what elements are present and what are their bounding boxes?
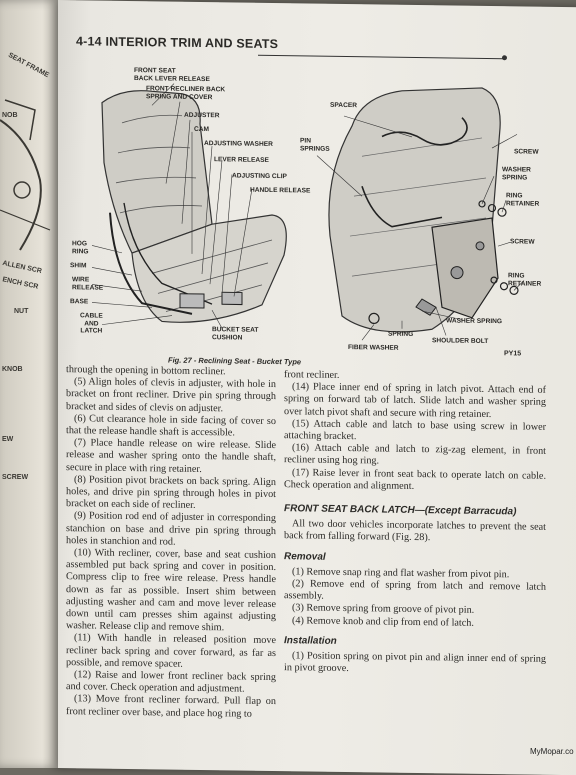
paragraph: (4) Remove knob and clip from end of latch. (292, 614, 474, 629)
label-spring: SPRING (388, 330, 414, 338)
header-rule (258, 55, 504, 59)
label-hog-ring: HOG RING (72, 240, 89, 255)
figure-reclining-seat (62, 62, 542, 359)
paragraph: (3) Remove spring from groove of pivot pin. (292, 602, 475, 617)
label-lever-release: LEVER RELEASE (214, 156, 269, 164)
label-adjusting-washer: ADJUSTING WASHER (204, 140, 273, 149)
figure-caption: Fig. 27 - Reclining Seat - Bucket Type (168, 355, 302, 367)
label-cam: CAM (194, 125, 210, 134)
page-header: 4-14 INTERIOR TRIM AND SEATS (76, 34, 279, 52)
label-fiber-washer: FIBER WASHER (348, 344, 399, 352)
fragment-ew: EW (2, 436, 14, 443)
manual-page (58, 0, 576, 775)
paragraph: (10) With recliner, cover, base and seat cushion assembled put back spring and cover in position. Compress clip to free wire release. Press handle down as far as possible. Insert shim between adjusting washer and cam and move lever release down until cam presses shim against adjusting washer. Release clip and remove shim. (66, 547, 276, 634)
subheading-installation: Installation (284, 635, 337, 647)
paragraph: (13) Move front recliner forward. Pull flap on front recliner over base, and place hog ring to (66, 693, 276, 720)
fragment-knob: NOB (2, 112, 18, 119)
paragraph: (14) Place inner end of spring in latch pivot. Attach end of spring on forward tab of latch. Slide latch and washer spring over latch pivot shaft and secure with ring retainer. (284, 381, 546, 420)
left-text-column (66, 364, 276, 721)
paragraph: (11) With handle in released position move recliner back spring and cover forward, as far as possible, and remove spacer. (66, 632, 276, 670)
paragraph: (16) Attach cable and latch to zig-zag element, in front recliner using hog ring. (284, 442, 546, 467)
fragment-screw: SCREW (2, 474, 29, 481)
paragraph: (7) Place handle release on wire release. Slide release and washer spring onto the handle shaft, secure in place with ring retainer. (66, 437, 276, 475)
label-bucket-seat-cushion: BUCKET SEAT CUSHION (212, 326, 259, 342)
subheading-removal: Removal (284, 550, 326, 563)
header-bullet (502, 55, 507, 60)
fragment-allen-screw: ALLEN SCR (1, 259, 43, 276)
fragment-nut: NUT (14, 308, 29, 315)
label-spacer: SPACER (330, 101, 357, 110)
paragraph: (1) Position spring on pivot pin and align inner end of spring in pivot groove. (284, 650, 546, 675)
paragraph: All two door vehicles incorporate latches to prevent the seat back from falling forward (Fig. 28). (284, 518, 546, 544)
paragraph: (8) Position pivot brackets on back spring. Align holes, and drive pin spring through holes in pivot bracket on each side of recliner. (66, 474, 276, 512)
seat-illustration (62, 62, 542, 359)
label-base: BASE (70, 298, 89, 306)
label-washer-spring-top: WASHER SPRING (502, 166, 531, 182)
label-pin-springs: PIN SPRINGS (300, 137, 330, 153)
fragment-wrench-screw: ENCH SCR (1, 276, 39, 291)
label-washer-spring-bottom: WASHER SPRING (446, 317, 503, 326)
paragraph: (1) Remove snap ring and flat washer from pivot pin. (292, 566, 510, 581)
label-shoulder-bolt: SHOULDER BOLT (432, 337, 489, 346)
label-ring-retainer-bottom: RING RETAINER (508, 272, 542, 288)
paragraph: through the opening in bottom recliner. (66, 364, 226, 378)
paragraph: (5) Align holes of clevis in adjuster, with hole in bracket on front recliner. Drive pin spring through bracket and sides of clevis on adjuster. (66, 376, 276, 414)
fragment-knob-2: KNOB (2, 366, 23, 373)
paragraph: (9) Position rod end of adjuster in corresponding stanchion on base and drive pin spring through holes in stanchion and rod. (66, 510, 276, 548)
right-text-column (284, 369, 546, 678)
paragraph: (2) Remove end of spring from latch and remove latch assembly. (284, 578, 546, 602)
label-front-seat-back-lever-release: FRONT SEAT BACK LEVER RELEASE (134, 67, 210, 83)
section-heading-seat-back-latch: FRONT SEAT BACK LATCH—(Except Barracuda) (284, 503, 517, 518)
label-screw-top: SCREW (514, 148, 539, 156)
previous-page-illustration (0, 80, 60, 260)
label-front-recliner-back-spring: FRONT RECLINER BACK SPRING AND COVER (146, 85, 226, 101)
fragment-seat-frame: SEAT FRAME (6, 51, 50, 80)
label-adjusting-clip: ADJUSTING CLIP (232, 172, 287, 181)
label-ring-retainer-top: RING RETAINER (506, 192, 540, 208)
label-adjuster: ADJUSTER (184, 111, 220, 120)
paragraph: (12) Raise and lower front recliner back spring and cover. Check operation and adjustment. (66, 669, 276, 695)
label-cable-and-latch: CABLE AND LATCH (80, 312, 103, 335)
paragraph: front recliner. (284, 369, 340, 381)
label-handle-release: HANDLE RELEASE (250, 186, 311, 195)
watermark: MyMopar.co (530, 747, 574, 756)
paragraph: (15) Attach cable and latch to base using screw in lower attaching bracket. (284, 418, 546, 443)
label-shim: SHIM (70, 262, 87, 270)
paragraph: (6) Cut clearance hole in side facing of cover so that the release handle shaft is accessible. (66, 413, 276, 439)
label-wire-release: WIRE RELEASE (72, 276, 104, 292)
label-screw-middle: SCREW (510, 238, 535, 246)
figure-code: PY15 (504, 350, 522, 358)
paragraph: (17) Raise lever in front seat back to operate latch on cable. Check operation and alignment. (284, 466, 546, 492)
